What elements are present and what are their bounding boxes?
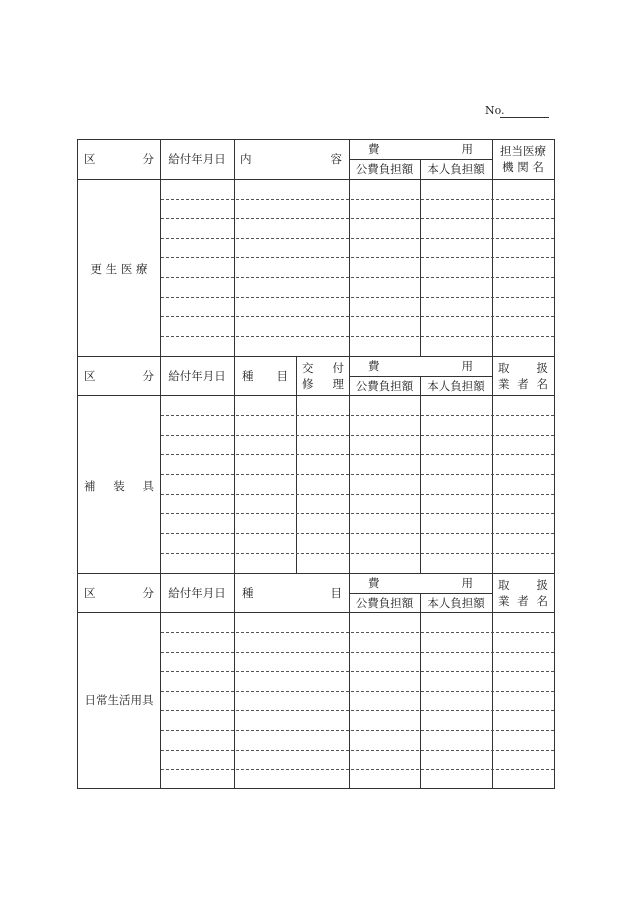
row-line: [161, 553, 554, 554]
row-line: [161, 710, 554, 711]
repair-header: 修 理: [302, 377, 344, 391]
self-cost-header: 本人負担額: [427, 596, 485, 610]
date-header: 給付年月日: [168, 152, 226, 166]
public-cost-header: 公費負担額: [355, 379, 414, 393]
row-line: [161, 652, 554, 653]
handler-header-1: 取 扱: [498, 578, 548, 592]
kind-header: 種 目: [242, 369, 288, 383]
category-daily-living-aids: 日常生活用具: [84, 693, 154, 707]
public-cost-header: 公費負担額: [355, 596, 414, 610]
row-line: [161, 336, 554, 337]
row-line: [161, 316, 554, 317]
kind-header: 種 目: [242, 586, 342, 600]
section2-top: [78, 356, 554, 357]
row-line: [161, 533, 554, 534]
date-header: 給付年月日: [168, 586, 226, 600]
kubun-header: 区 分: [84, 369, 154, 383]
medical-org-header-1: 担当医療: [500, 144, 546, 158]
row-line: [161, 199, 554, 200]
medical-org-header-2: 機 関 名: [502, 160, 544, 174]
handler-header-2: 業 者 名: [498, 377, 548, 391]
row-line: [161, 277, 554, 278]
cost-header: 費 用: [368, 576, 473, 590]
kind-issue-split: [296, 356, 297, 573]
self-cost-header: 本人負担額: [427, 379, 485, 393]
row-line: [161, 238, 554, 239]
benefit-record-table: [77, 139, 555, 789]
kubun-header: 区 分: [84, 152, 154, 166]
row-line: [161, 435, 554, 436]
kubun-header: 区 分: [84, 586, 154, 600]
section2-header-bottom: [78, 395, 554, 396]
content-header: 内 容: [240, 152, 342, 166]
row-line: [161, 750, 554, 751]
row-line: [161, 691, 554, 692]
handler-header-2: 業 者 名: [498, 594, 548, 608]
section3-top: [78, 573, 554, 574]
document-number-field[interactable]: [500, 117, 549, 118]
row-line: [161, 494, 554, 495]
row-line: [161, 769, 554, 770]
cost-header: 費 用: [368, 142, 473, 156]
row-line: [161, 730, 554, 731]
cost-header: 費 用: [368, 359, 473, 373]
category-prosthetic-device: 補 装 具: [84, 479, 154, 493]
section1-header-bottom: [78, 179, 554, 180]
date-header: 給付年月日: [168, 369, 226, 383]
document-number-label: No.: [485, 104, 505, 117]
row-line: [161, 415, 554, 416]
row-line: [161, 218, 554, 219]
row-line: [161, 474, 554, 475]
public-cost-header: 公費負担額: [355, 162, 414, 176]
row-line: [161, 513, 554, 514]
row-line: [161, 257, 554, 258]
row-line: [161, 632, 554, 633]
self-cost-header: 本人負担額: [427, 162, 485, 176]
row-line: [161, 671, 554, 672]
row-line: [161, 454, 554, 455]
section3-header-bottom: [78, 612, 554, 613]
category-rehabilitation-medical: 更 生 医 療: [90, 262, 148, 276]
row-line: [161, 297, 554, 298]
issue-header: 交 付: [302, 361, 344, 375]
handler-header-1: 取 扱: [498, 361, 548, 375]
